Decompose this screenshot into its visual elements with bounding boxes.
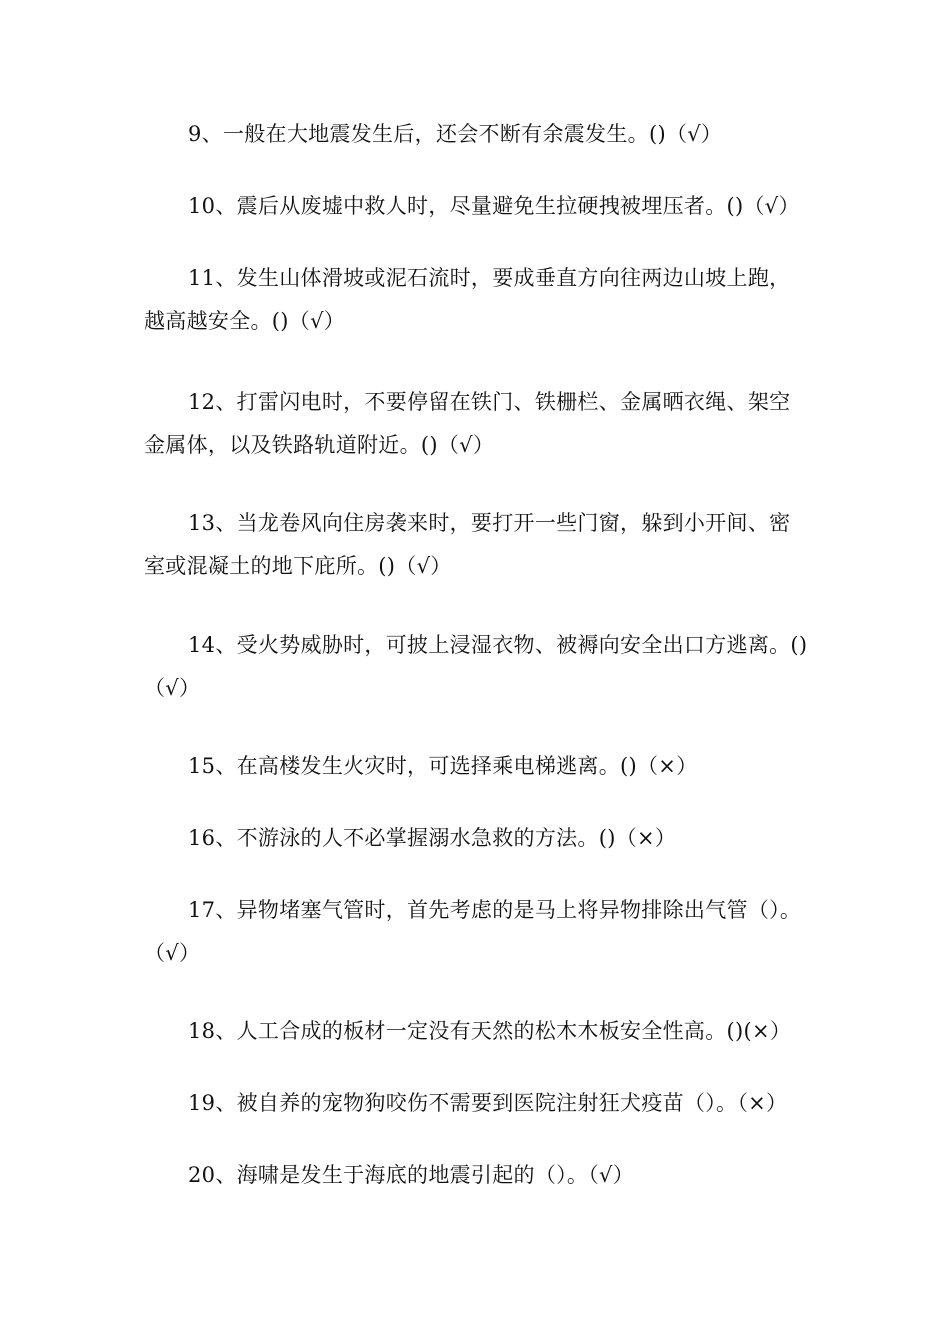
question-9: 9、一般在大地震发生后，还会不断有余震发生。()（√）: [188, 122, 723, 146]
question-10: 10、震后从废墟中救人时，尽量避免生拉硬拽被埋压者。()（√）: [188, 194, 800, 218]
question-20: 20、海啸是发生于海底的地震引起的（）。（√）: [188, 1163, 635, 1187]
question-19: 19、被自养的宠物狗咬伤不需要到医院注射狂犬疫苗（）。（×）: [188, 1091, 788, 1115]
question-11: 11、发生山体滑坡或泥石流时，要成垂直方向往两边山坡上跑，越高越安全。()（√）: [144, 266, 791, 333]
question-17: 17、异物堵塞气管时，首先考虑的是马上将异物排除出气管（）。（√）: [144, 898, 802, 965]
question-14: 14、受火势威胁时，可披上浸湿衣物、被褥向安全出口方逃离。()（√）: [144, 633, 808, 700]
question-13: 13、当龙卷风向住房袭来时，要打开一些门窗，躲到小开间、密室或混凝土的地下庇所。()（√）: [144, 511, 791, 578]
question-12: 12、打雷闪电时，不要停留在铁门、铁栅栏、金属晒衣绳、架空金属体，以及铁路轨道附近。()（√）: [144, 390, 791, 457]
question-18: 18、人工合成的板材一定没有天然的松木木板安全性高。()(×）: [188, 1019, 792, 1043]
question-16: 16、不游泳的人不必掌握溺水急救的方法。()（×）: [188, 826, 677, 850]
question-15: 15、在高楼发生火灾时，可选择乘电梯逃离。()（×）: [188, 754, 698, 778]
